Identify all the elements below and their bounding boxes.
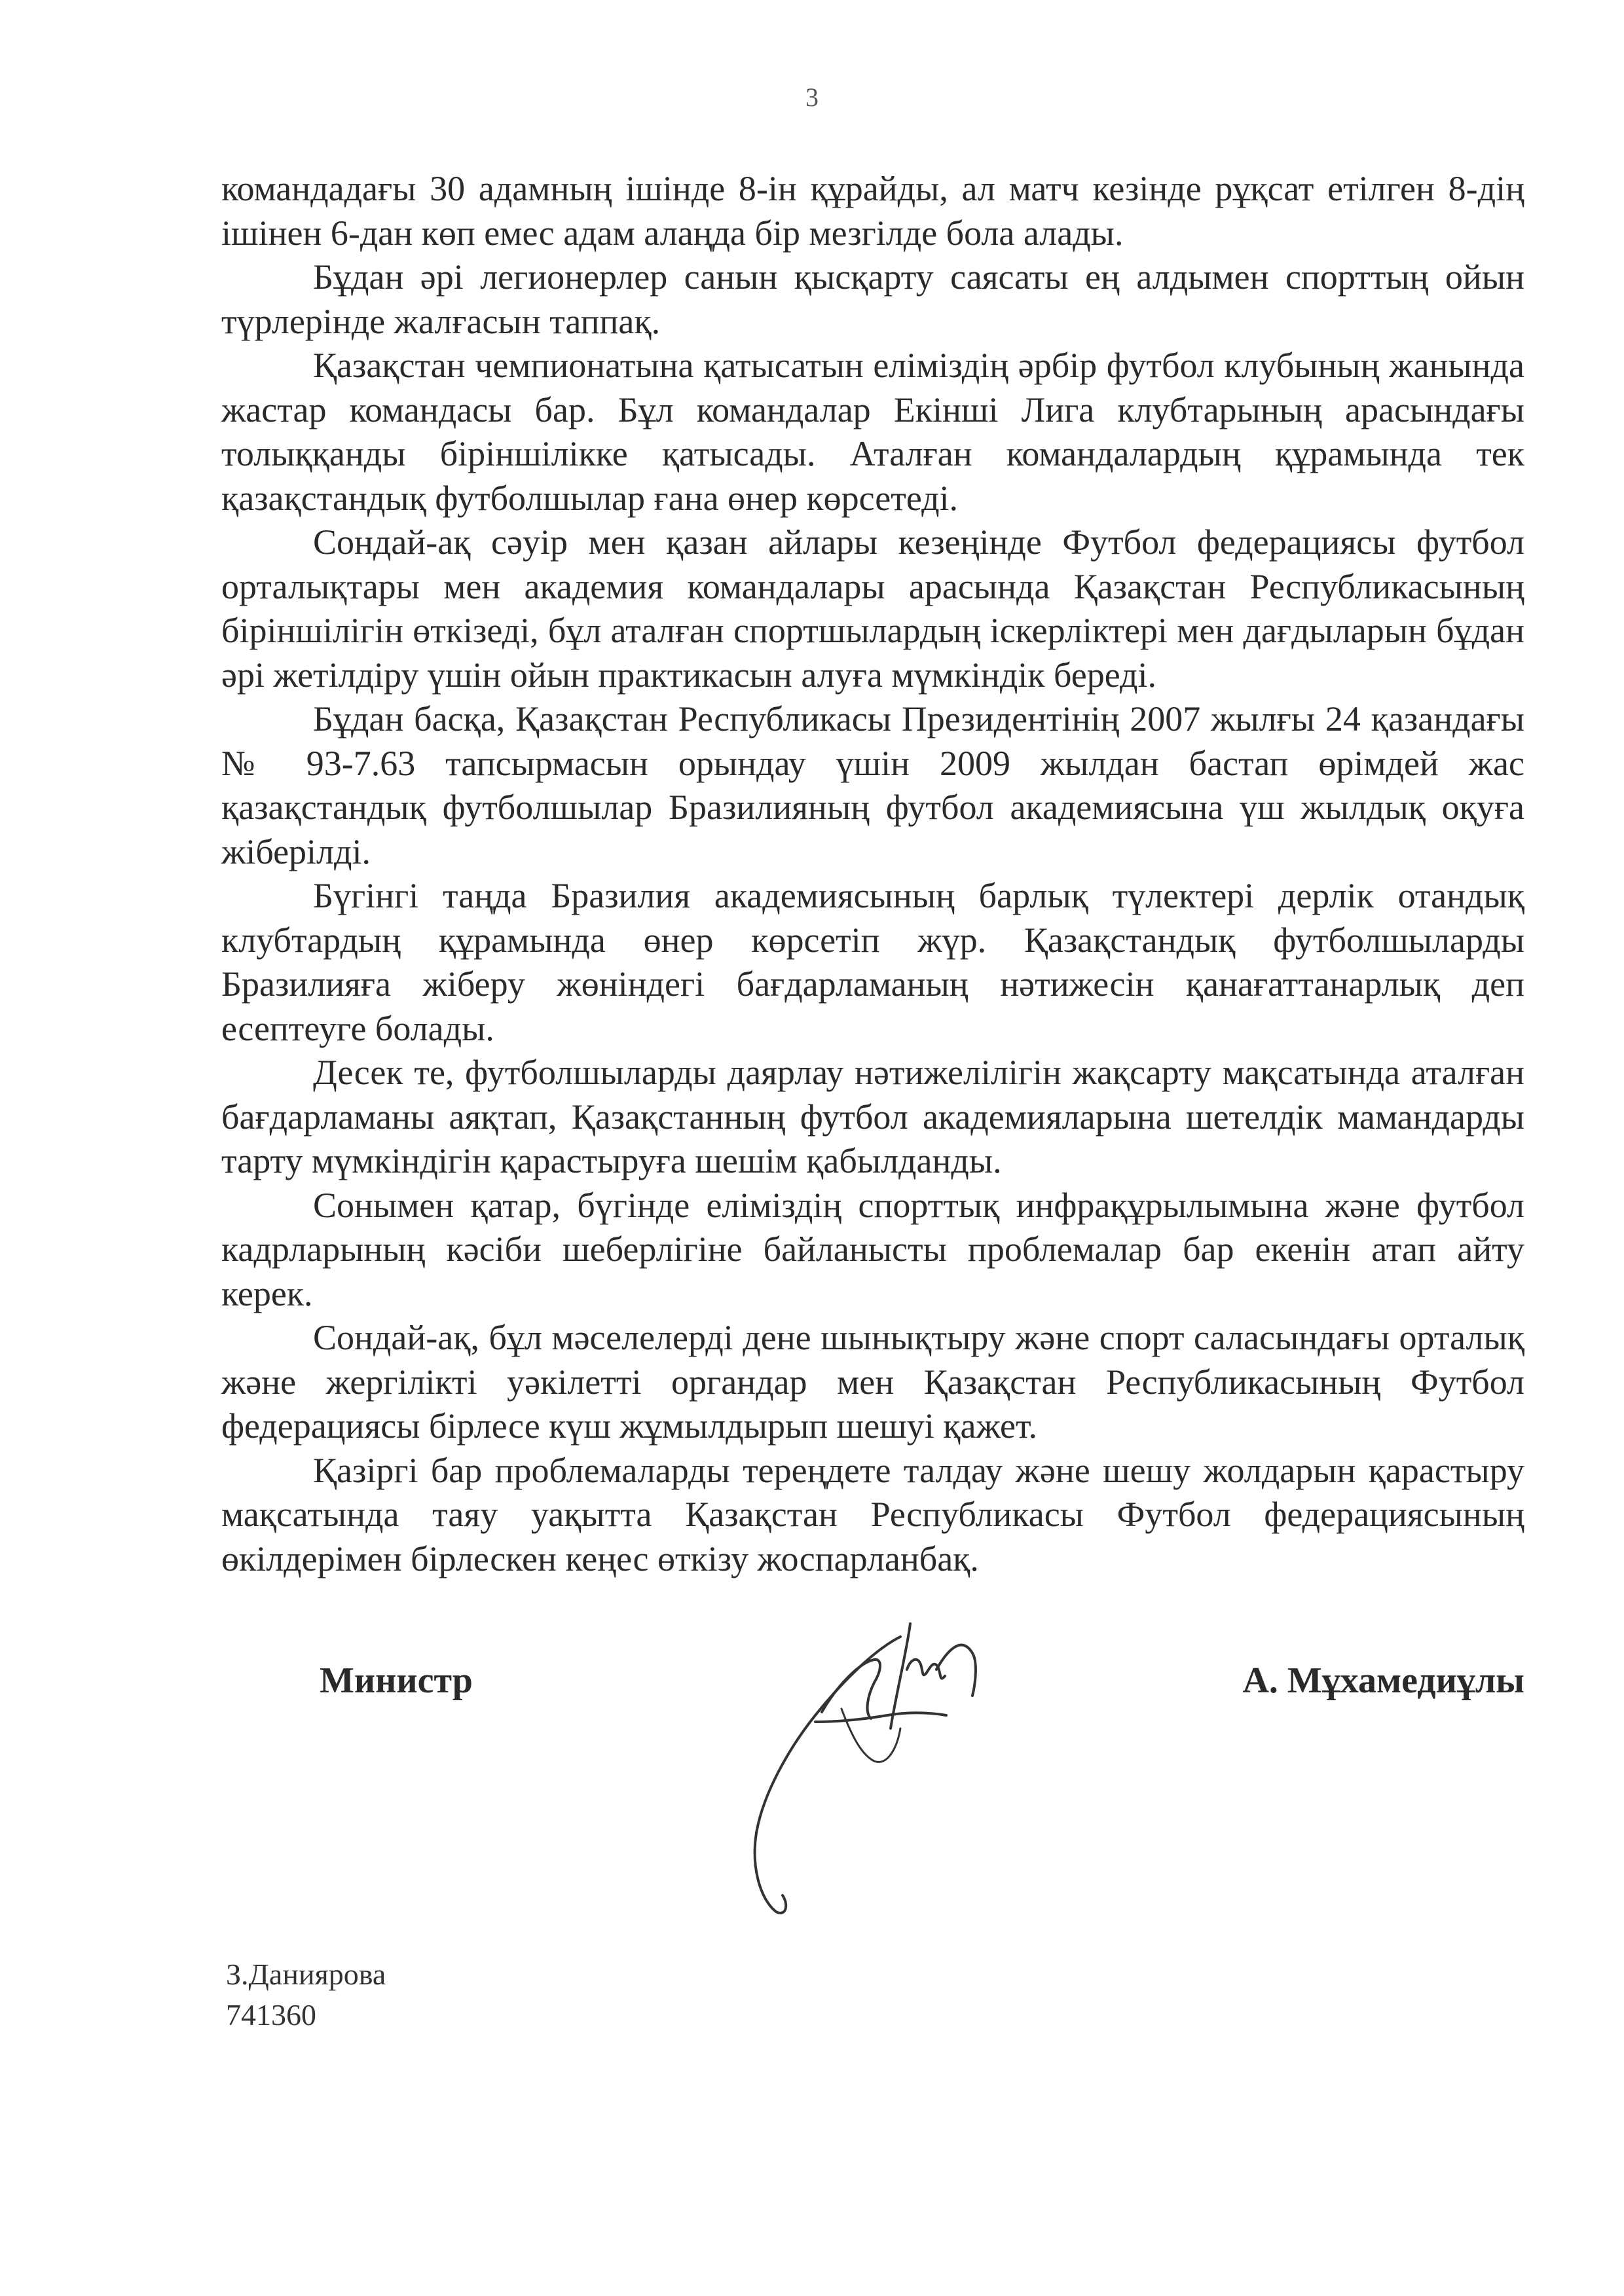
executor-name: З.Даниярова <box>226 1958 386 1991</box>
paragraph: Сонымен қатар, бүгінде еліміздің спорттық инфрақұрылымына және футбол кадрларының кәсіби шеберлігіне байланысты проблемалар бар екенін атап айту керек. <box>221 1185 1524 1313</box>
paragraph: Қазіргі бар проблемаларды тереңдете талдау және шешу жолдарын қарастыру мақсатында таяу уақытта Қазақстан Республикасы Футбол федерациясының өкілдерімен бірлескен кеңес өткізу жоспарланбақ. <box>221 1450 1524 1578</box>
paragraph: Десек те, футболшыларды даярлау нәтижелілігін жақсарту мақсатында аталған бағдарламаны аяқтап, Қазақстанның футбол академияларына шетелдік мамандарды тарту мүмкіндігін қарастыруға шешім қабылданды. <box>221 1053 1524 1180</box>
handwritten-signature <box>710 1597 986 1925</box>
signatory-title: Министр <box>320 1660 473 1701</box>
paragraph: Сондай-ақ сәуір мен қазан айлары кезеңінде Футбол федерациясы футбол орталықтары мен академия командалары арасында Қазақстан Республикасының біріншілігін өткізеді, бұл аталған спортшылардың іскерліктері мен дағдыларын бұдан әрі жетілдіру үшін ойын практикасын алуға мүмкіндік береді. <box>221 522 1524 695</box>
paragraph: Бұдан басқа, Қазақстан Республикасы Президентінің 2007 жылғы 24 қазандағы № 93-7.63 тапсырмасын орындау үшін 2009 жылдан бастап өрімдей жас қазақстандық футболшылар Бразилияның футбол академиясына үш жылдық оқуға жіберілді. <box>221 699 1524 871</box>
document-body <box>221 167 1524 1581</box>
executor-phone: 741360 <box>226 1998 316 2032</box>
paragraph: Сондай-ақ, бұл мәселелерді дене шынықтыру және спорт саласындағы орталық және жергілікті уәкілетті органдар мен Қазақстан Республикасының Футбол федерациясы бірлесе күш жұмылдырып шешуі қажет. <box>221 1318 1524 1446</box>
page-number: 3 <box>805 82 819 112</box>
paragraph: Бүгінгі таңда Бразилия академиясының барлық түлектері дерлік отандық клубтардың құрамында өнер көрсетіп жүр. Қазақстандық футболшыларды Бразилияға жіберу жөніндегі бағдарламаның нәтижесін қанағаттанарлық деп есептеуге болады. <box>221 876 1524 1048</box>
executor-info <box>226 1954 386 2035</box>
paragraph: Қазақстан чемпионатына қатысатын еліміздің әрбір футбол клубының жанында жастар командасы бар. Бұл командалар Екінші Лига клубтарының арасындағы толыққанды біріншілікке қатысады. Аталған командалардың құрамында тек қазақстандық футболшылар ғана өнер көрсетеді. <box>221 346 1524 518</box>
paragraph: Бұдан әрі легионерлер санын қысқарту саясаты ең алдымен спорттың ойын түрлерінде жалғасын таппақ. <box>221 257 1524 341</box>
signatory-name: А. Мұхамедиұлы <box>1242 1660 1524 1701</box>
paragraph: командадағы 30 адамның ішінде 8-ін құрайды, ал матч кезінде рұқсат етілген 8-дің ішінен 6-дан көп емес адам алаңда бір мезгілде бола алады. <box>221 169 1524 253</box>
